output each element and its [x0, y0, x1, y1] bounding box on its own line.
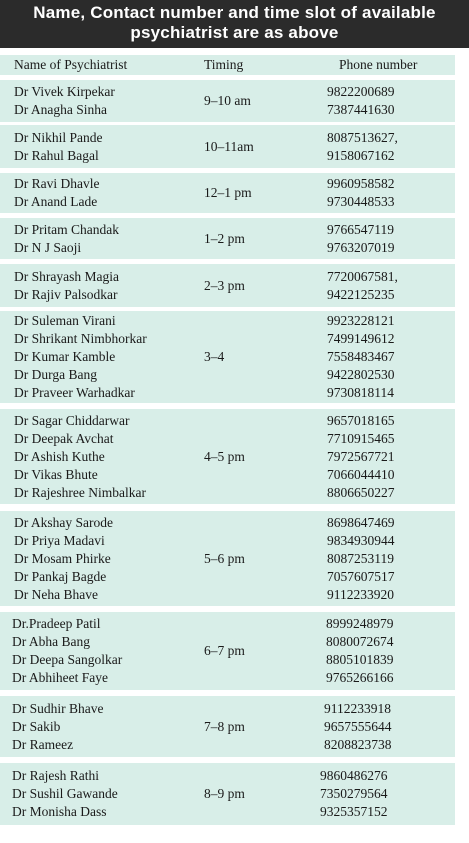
phone-number: 9657018165: [327, 413, 395, 428]
names-cell: [14, 312, 147, 402]
phones-cell: [327, 412, 395, 502]
phone-number: 7350279564: [320, 786, 388, 801]
table-row: [0, 696, 455, 757]
table-row: [0, 311, 455, 403]
timing-cell: 5–6 pm: [204, 551, 245, 566]
phone-number: 8087253119: [327, 551, 394, 566]
psychiatrist-name: Dr Abha Bang: [12, 634, 90, 649]
phone-number: 7558483467: [327, 349, 395, 364]
phone-number: 7710915465: [327, 431, 395, 446]
psychiatrist-name: Dr Rajesh Rathi: [12, 768, 99, 783]
phone-number: 7972567721: [327, 449, 395, 464]
psychiatrist-name: Dr Pritam Chandak: [14, 222, 119, 237]
names-cell: [12, 615, 122, 687]
names-cell: [12, 700, 104, 754]
table-row: [0, 264, 455, 307]
phone-number: 9325357152: [320, 804, 388, 819]
psychiatrist-name: Dr Ashish Kuthe: [14, 449, 105, 464]
phone-number: 9822200689: [327, 84, 395, 99]
psychiatrist-name: Dr Mosam Phirke: [14, 551, 111, 566]
phone-number: 9860486276: [320, 768, 388, 783]
psychiatrist-name: Dr Kumar Kamble: [14, 349, 116, 364]
phone-number: 9112233918: [324, 701, 391, 716]
timing-cell: 12–1 pm: [204, 185, 252, 200]
psychiatrist-name: Dr Deepak Avchat: [14, 431, 114, 446]
timing-cell: 9–10 am: [204, 93, 251, 108]
psychiatrist-name: Dr Vikas Bhute: [14, 467, 98, 482]
phones-cell: [320, 767, 388, 821]
psychiatrist-name: Dr Rahul Bagal: [14, 148, 99, 163]
phones-cell: [327, 221, 395, 257]
psychiatrist-name: Dr Rajeshree Nimbalkar: [14, 485, 146, 500]
phone-number: 8806650227: [327, 485, 395, 500]
phones-cell: [327, 268, 398, 304]
timing-cell: 3–4: [204, 349, 225, 364]
psychiatrist-name: Dr Durga Bang: [14, 367, 97, 382]
psychiatrist-name: Dr Pankaj Bagde: [14, 569, 107, 584]
psychiatrist-name: Dr Shrayash Magia: [14, 269, 119, 284]
title-line-1: Name, Contact number and time slot of available: [33, 3, 436, 22]
phone-number: 7387441630: [327, 102, 395, 117]
psychiatrist-name: Dr Sakib: [12, 719, 61, 734]
psychiatrist-name: Dr Anagha Sinha: [14, 102, 107, 117]
phone-number: 9923228121: [327, 313, 395, 328]
psychiatrist-name: Dr Rajiv Palsodkar: [14, 287, 118, 302]
phone-number: 8805101839: [326, 652, 394, 667]
phones-cell: [327, 175, 395, 211]
column-header-timing: Timing: [204, 57, 244, 72]
psychiatrist-name: Dr Vivek Kirpekar: [14, 84, 115, 99]
phone-number: 7066044410: [327, 467, 395, 482]
phones-cell: [327, 514, 395, 604]
psychiatrist-name: Dr N J Saoji: [14, 240, 82, 255]
phone-number: 9730818114: [327, 385, 394, 400]
psychiatrist-name: Dr Neha Bhave: [14, 587, 98, 602]
phone-number: 9657555644: [324, 719, 392, 734]
names-cell: [14, 129, 103, 165]
psychiatrist-name: Dr Suleman Virani: [14, 313, 116, 328]
phones-cell: [326, 615, 394, 687]
table-title: [0, 0, 469, 48]
names-cell: [14, 268, 119, 304]
names-cell: [12, 767, 118, 821]
psychiatrist-name: Dr Anand Lade: [14, 194, 98, 209]
table-row: [0, 218, 455, 259]
phone-number: 8698647469: [327, 515, 395, 530]
timing-cell: 6–7 pm: [204, 643, 245, 658]
names-cell: [14, 221, 119, 257]
psychiatrist-name: Dr Deepa Sangolkar: [12, 652, 123, 667]
phone-number: 7720067581,: [327, 269, 398, 284]
psychiatrist-name: Dr Rameez: [12, 737, 74, 752]
psychiatrist-name: Dr Monisha Dass: [12, 804, 107, 819]
phones-cell: [327, 129, 398, 165]
timing-cell: 1–2 pm: [204, 231, 245, 246]
phone-number: 9158067162: [327, 148, 395, 163]
timing-cell: 7–8 pm: [204, 719, 245, 734]
psychiatrist-name: Dr Nikhil Pande: [14, 130, 103, 145]
psychiatrist-name: Dr Ravi Dhavle: [14, 176, 100, 191]
psychiatrist-name: Dr Shrikant Nimbhorkar: [14, 331, 147, 346]
psychiatrist-name: Dr.Pradeep Patil: [12, 616, 101, 631]
names-cell: [14, 83, 115, 119]
table-row: [0, 511, 455, 606]
column-header-phone: Phone number: [339, 57, 418, 72]
phone-number: 8208823738: [324, 737, 392, 752]
phone-number: 9765266166: [326, 670, 394, 685]
psychiatrist-name: Dr Sudhir Bhave: [12, 701, 104, 716]
phones-cell: [324, 700, 392, 754]
table-row: [0, 409, 455, 504]
names-cell: [14, 175, 99, 211]
phones-cell: [327, 83, 395, 119]
psychiatrist-name: Dr Sushil Gawande: [12, 786, 118, 801]
names-cell: [14, 514, 113, 604]
phone-number: 9422125235: [327, 287, 395, 302]
phone-number: 7499149612: [327, 331, 395, 346]
phone-number: 9960958582: [327, 176, 395, 191]
psychiatrist-name: Dr Sagar Chiddarwar: [14, 413, 130, 428]
table-row: [0, 612, 455, 690]
phone-number: 9763207019: [327, 240, 395, 255]
phone-number: 9766547119: [327, 222, 394, 237]
psychiatrist-name: Dr Praveer Warhadkar: [14, 385, 135, 400]
names-cell: [14, 412, 146, 502]
table-row: [0, 80, 455, 122]
phone-number: 8087513627,: [327, 130, 398, 145]
column-header-name: Name of Psychiatrist: [14, 57, 128, 72]
phone-number: 9422802530: [327, 367, 395, 382]
table-row: [0, 125, 455, 168]
timing-cell: 4–5 pm: [204, 449, 245, 464]
column-header-row: [0, 55, 455, 75]
table-row: [0, 173, 455, 213]
psychiatrist-name: Dr Akshay Sarode: [14, 515, 113, 530]
phones-cell: [327, 312, 395, 402]
phone-number: 8999248979: [326, 616, 394, 631]
psychiatrist-name: Dr Abhiheet Faye: [12, 670, 108, 685]
phone-number: 9730448533: [327, 194, 395, 209]
phone-number: 8080072674: [326, 634, 394, 649]
psychiatrist-name: Dr Priya Madavi: [14, 533, 105, 548]
phone-number: 9112233920: [327, 587, 394, 602]
table-row: [0, 763, 455, 825]
page-margin: [455, 48, 469, 843]
timing-cell: 8–9 pm: [204, 786, 245, 801]
phone-number: 9834930944: [327, 533, 395, 548]
phone-number: 7057607517: [327, 569, 395, 584]
timing-cell: 2–3 pm: [204, 278, 245, 293]
timing-cell: 10–11am: [204, 139, 254, 154]
title-line-2: psychiatrist are as above: [130, 23, 339, 42]
